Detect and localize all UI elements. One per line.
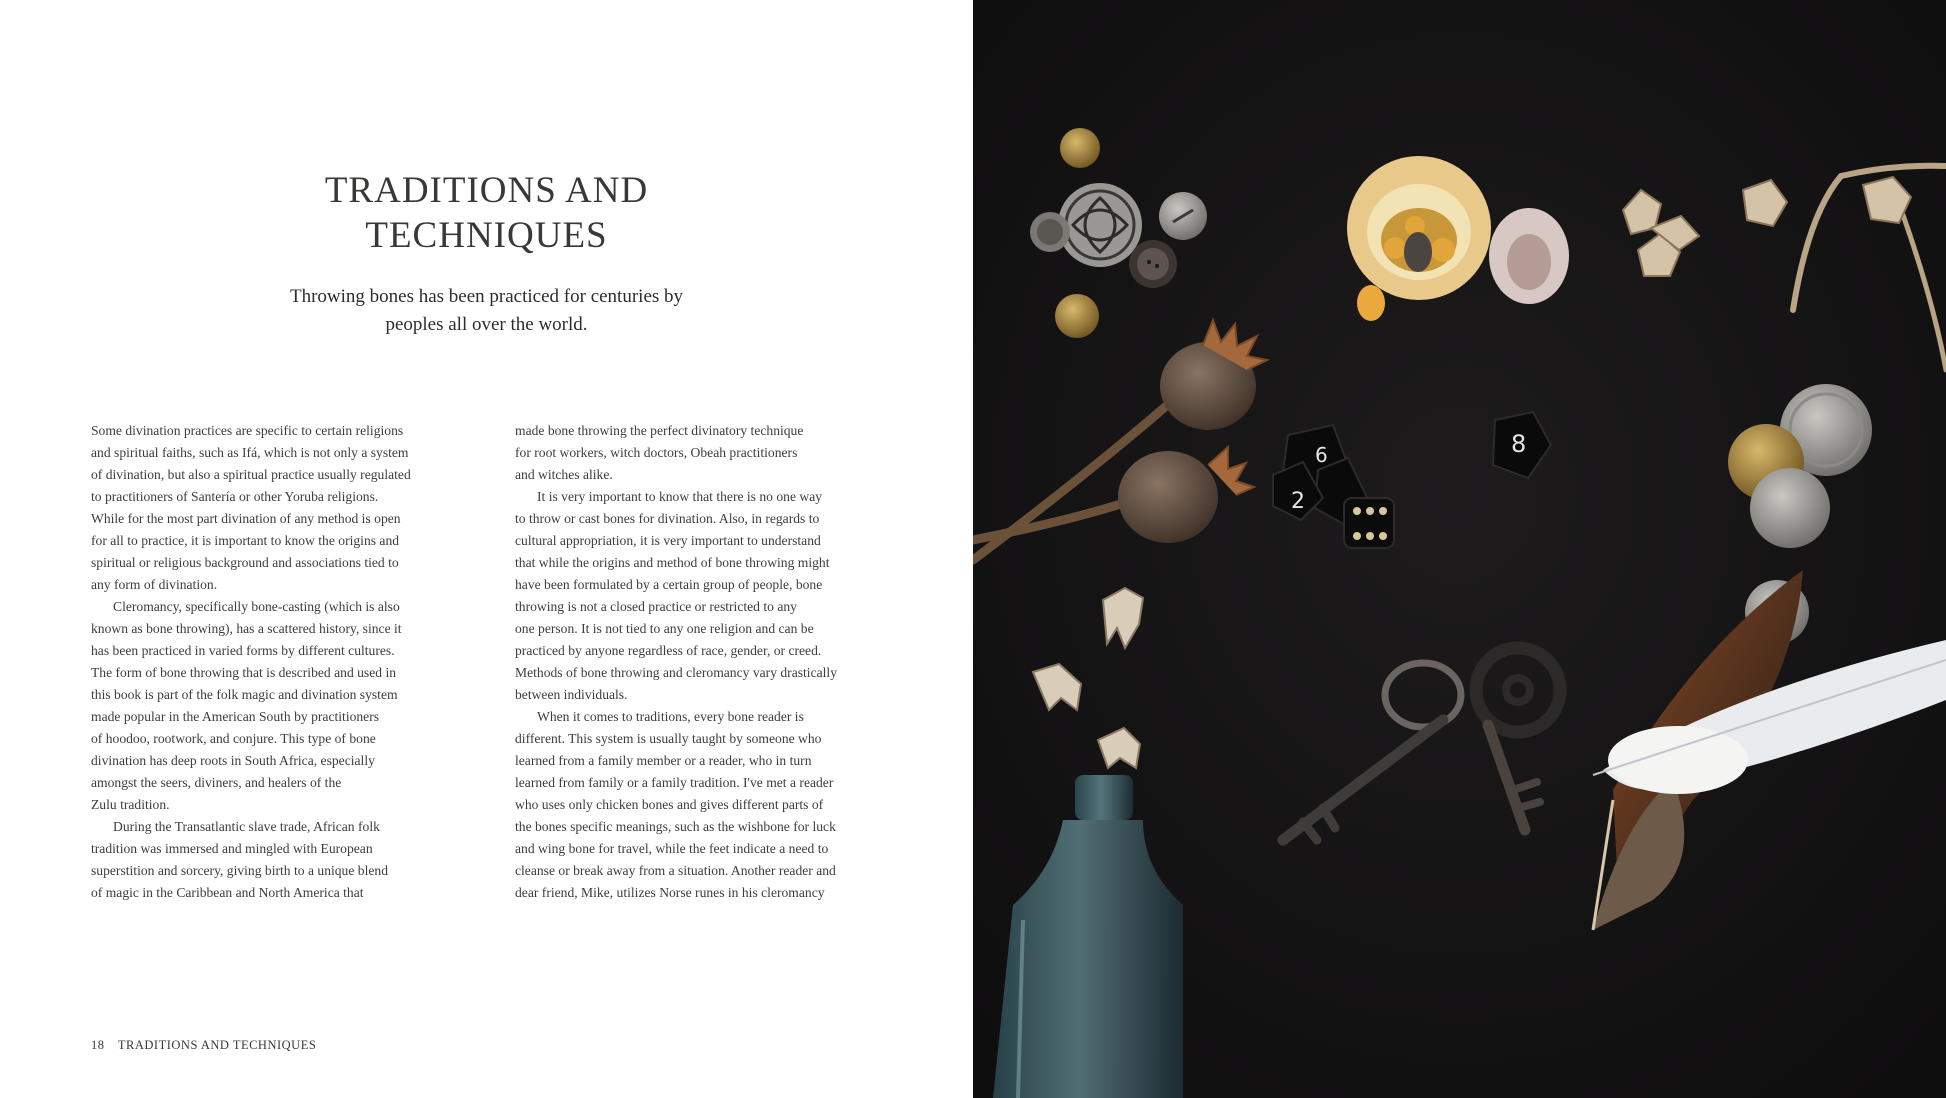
text-line: dear friend, Mike, utilizes Norse runes in his cleromancy xyxy=(515,885,825,900)
text-line: The form of bone throwing that is described and used in xyxy=(91,665,397,680)
text-line: who uses only chicken bones and gives different parts of xyxy=(515,797,824,812)
text-line: When it comes to traditions, every bone reader is xyxy=(537,709,804,724)
die-label: 2 xyxy=(1291,489,1305,514)
text-line: throwing is not a closed practice or restricted to any xyxy=(515,599,797,614)
still-life-photo xyxy=(973,0,1946,1098)
text-line: tradition was immersed and mingled with European xyxy=(91,841,373,856)
text-line: spiritual or religious background and associations tied to xyxy=(91,555,399,570)
subtitle-line-2: peoples all over the world. xyxy=(385,314,588,335)
text-line: of hoodoo, rootwork, and conjure. This type of bone xyxy=(91,731,376,746)
chapter-subtitle xyxy=(220,283,753,339)
text-line: for all to practice, it is important to know the origins and xyxy=(91,533,400,548)
text-line: have been formulated by a certain group of people, bone xyxy=(515,577,823,592)
text-line: learned from a family member or a reader, who in turn xyxy=(515,753,812,768)
body-column-left xyxy=(91,420,471,904)
text-line: While for the most part divination of any method is open xyxy=(91,511,401,526)
page-number: 18 xyxy=(91,1038,105,1052)
die-label: 6 xyxy=(1315,443,1328,467)
text-line: any form of divination. xyxy=(91,577,218,592)
text-line: Zulu tradition. xyxy=(91,797,170,812)
text-line: to practitioners of Santería or other Yoruba religions. xyxy=(91,489,379,504)
text-line: and spiritual faiths, such as Ifá, which is not only a system xyxy=(91,445,409,460)
text-line: learned from family or a family tradition. I've met a reader xyxy=(515,775,834,790)
right-page-photo xyxy=(973,0,1946,1098)
text-line: cultural appropriation, it is very important to understand xyxy=(515,533,821,548)
text-line: amongst the seers, diviners, and healers of the xyxy=(91,775,342,790)
text-line: between individuals. xyxy=(515,687,628,702)
text-line: It is very important to know that there is no one way xyxy=(537,489,823,504)
text-line: that while the origins and method of bone throwing might xyxy=(515,555,830,570)
text-line: for root workers, witch doctors, Obeah practitioners xyxy=(515,445,798,460)
text-line: divination has deep roots in South Africa, especially xyxy=(91,753,375,768)
text-line: and wing bone for travel, while the feet indicate a need to xyxy=(515,841,829,856)
text-line: and witches alike. xyxy=(515,467,613,482)
text-line: Cleromancy, specifically bone-casting (which is also xyxy=(113,599,400,614)
text-line: made bone throwing the perfect divinatory technique xyxy=(515,423,804,438)
text-line: Some divination practices are specific to certain religions xyxy=(91,423,404,438)
text-line: this book is part of the folk magic and divination system xyxy=(91,687,398,702)
text-line: known as bone throwing), has a scattered history, since it xyxy=(91,621,402,636)
page-footer xyxy=(91,1038,316,1053)
text-line: different. This system is usually taught by someone who xyxy=(515,731,822,746)
body-column-right xyxy=(515,420,895,904)
text-line: made popular in the American South by practitioners xyxy=(91,709,380,724)
subtitle-line-1: Throwing bones has been practiced for centuries by xyxy=(289,286,684,307)
text-line: During the Transatlantic slave trade, African folk xyxy=(113,819,380,834)
text-line: the bones specific meanings, such as the wishbone for luck xyxy=(515,819,836,834)
chapter-title xyxy=(0,168,973,258)
text-line: one person. It is not tied to any one religion and can be xyxy=(515,621,814,636)
text-line: practiced by anyone regardless of race, gender, or creed. xyxy=(515,643,822,658)
text-line: has been practiced in varied forms by different cultures. xyxy=(91,643,395,658)
running-head: TRADITIONS AND TECHNIQUES xyxy=(117,1038,317,1052)
chapter-title-line-1: TRADITIONS AND xyxy=(324,170,649,211)
die-label: 8 xyxy=(1511,430,1527,458)
text-line: cleanse or break away from a situation. Another reader and xyxy=(515,863,836,878)
text-line: of divination, but also a spiritual practice usually regulated xyxy=(91,467,411,482)
text-line: superstition and sorcery, giving birth to a unique blend xyxy=(91,863,388,878)
chapter-title-line-2: TECHNIQUES xyxy=(365,215,608,256)
text-line: of magic in the Caribbean and North America that xyxy=(91,885,364,900)
text-line: Methods of bone throwing and cleromancy vary drastically xyxy=(515,665,838,680)
text-line: to throw or cast bones for divination. Also, in regards to xyxy=(515,511,820,526)
